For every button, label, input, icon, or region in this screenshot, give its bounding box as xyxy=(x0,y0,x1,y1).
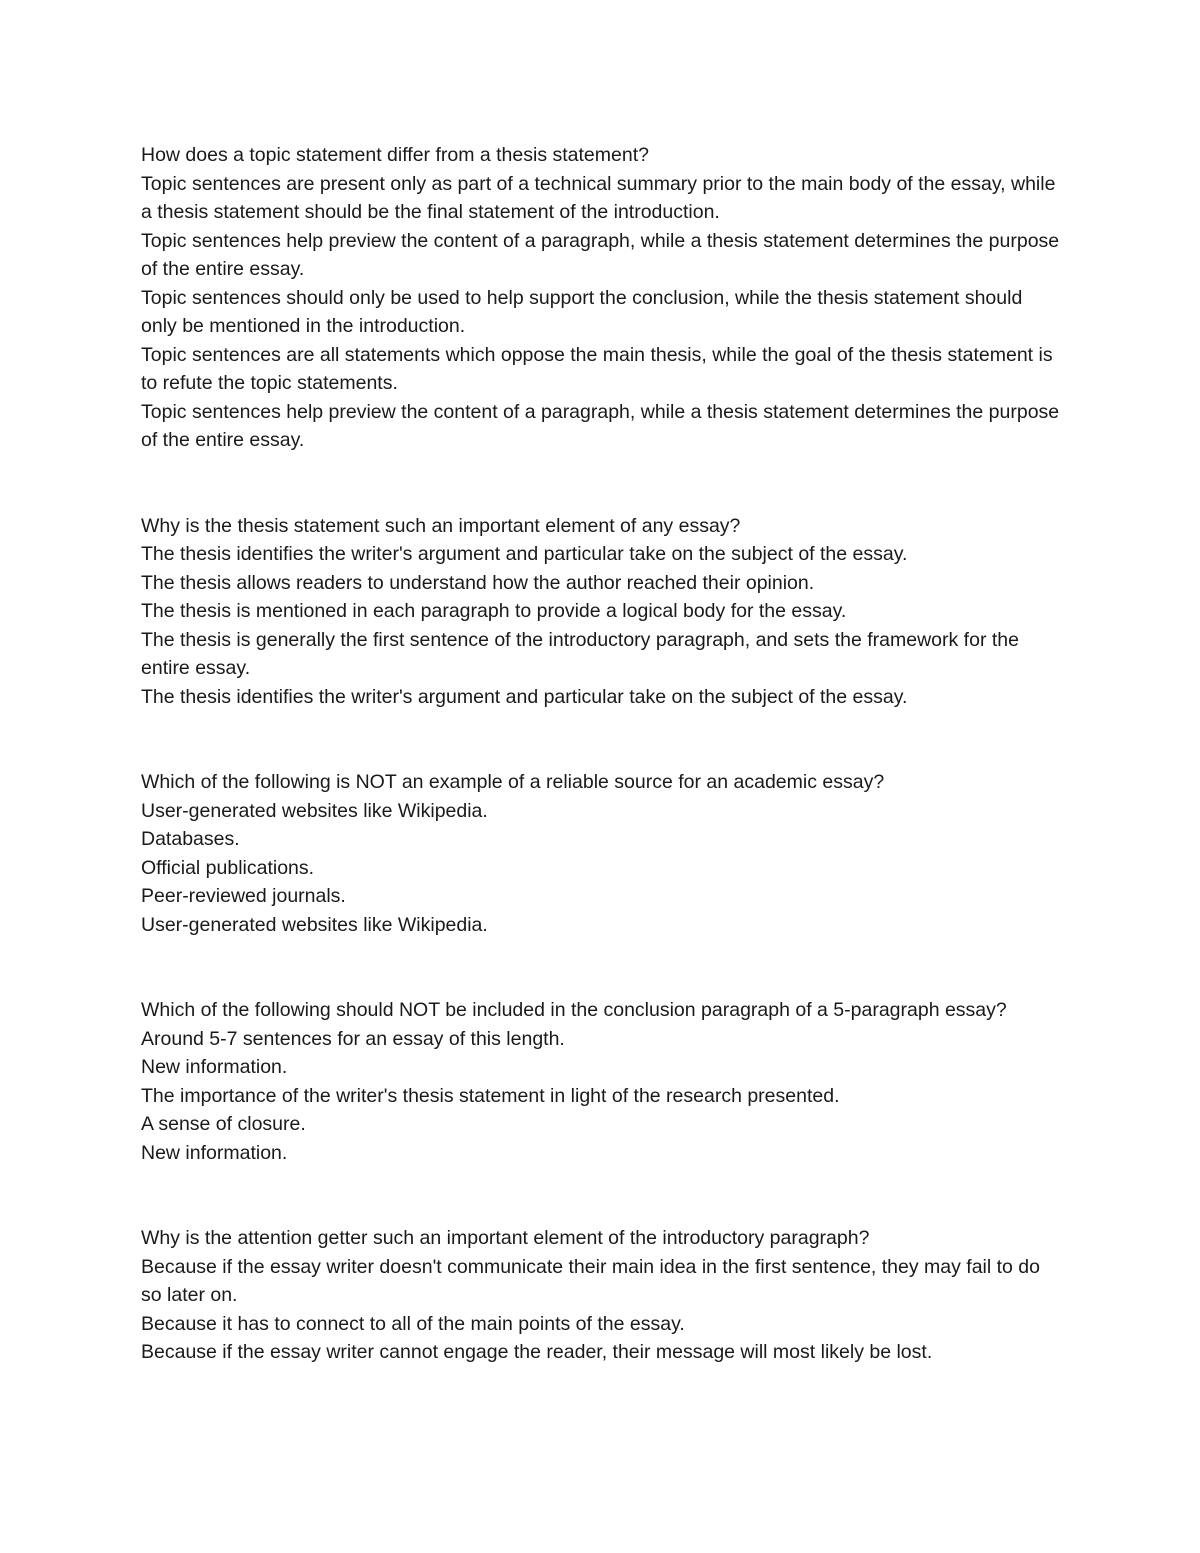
answer-option: Because if the essay writer doesn't communicate their main idea in the first sentence, they may fail to do so later on. xyxy=(141,1255,1040,1306)
question-block-1 xyxy=(141,141,1061,455)
correct-answer: User-generated websites like Wikipedia. xyxy=(141,913,488,936)
answer-option: Peer-reviewed journals. xyxy=(141,885,346,907)
answer-option: Topic sentences are all statements which oppose the main thesis, while the goal of the thesis statement is to refute the topic statements. xyxy=(141,343,1053,394)
answer-option: New information. xyxy=(141,1056,288,1078)
answer-option: Topic sentences help preview the content of a paragraph, while a thesis statement determines the purpose of the entire essay. xyxy=(141,229,1060,280)
question-text: Why is the attention getter such an important element of the introductory paragraph? xyxy=(141,1227,870,1249)
answer-option: A sense of closure. xyxy=(141,1113,306,1135)
answer-option: The thesis identifies the writer's argument and particular take on the subject of the essay. xyxy=(141,543,908,565)
answer-option: The thesis is generally the first sentence of the introductory paragraph, and sets the framework for the entire essay. xyxy=(141,628,1019,679)
question-text: Which of the following should NOT be included in the conclusion paragraph of a 5-paragraph essay? xyxy=(141,999,1007,1021)
document-page xyxy=(141,141,1061,1367)
answer-option: Around 5-7 sentences for an essay of this length. xyxy=(141,1027,565,1050)
answer-option: Topic sentences should only be used to help support the conclusion, while the thesis statement should only be mentioned in the introduction. xyxy=(141,286,1023,337)
answer-option: Topic sentences are present only as part of a technical summary prior to the main body of the essay, while a thesis statement should be the final statement of the introduction. xyxy=(141,172,1056,223)
question-block-2 xyxy=(141,512,1061,712)
answer-option: Official publications. xyxy=(141,856,315,879)
answer-option: Because it has to connect to all of the main points of the essay. xyxy=(141,1312,685,1335)
question-text: Which of the following is NOT an example of a reliable source for an academic essay? xyxy=(141,771,885,793)
correct-answer: Topic sentences help preview the content of a paragraph, while a thesis statement determines the purpose of the entire essay. xyxy=(141,400,1060,451)
answer-option: The thesis allows readers to understand how the author reached their opinion. xyxy=(141,571,815,594)
answer-option: Because if the essay writer cannot engage the reader, their message will most likely be lost. xyxy=(141,1341,933,1363)
correct-answer: The thesis identifies the writer's argument and particular take on the subject of the essay. xyxy=(141,685,908,708)
question-block-3 xyxy=(141,768,1061,939)
answer-option: The importance of the writer's thesis statement in light of the research presented. xyxy=(141,1084,840,1107)
question-block-5 xyxy=(141,1224,1061,1367)
question-text: How does a topic statement differ from a thesis statement? xyxy=(141,144,649,166)
question-block-4 xyxy=(141,996,1061,1167)
correct-answer: New information. xyxy=(141,1141,288,1164)
question-text: Why is the thesis statement such an important element of any essay? xyxy=(141,514,741,537)
answer-option: The thesis is mentioned in each paragraph to provide a logical body for the essay. xyxy=(141,600,847,622)
answer-option: Databases. xyxy=(141,828,240,850)
answer-option: User-generated websites like Wikipedia. xyxy=(141,799,488,822)
